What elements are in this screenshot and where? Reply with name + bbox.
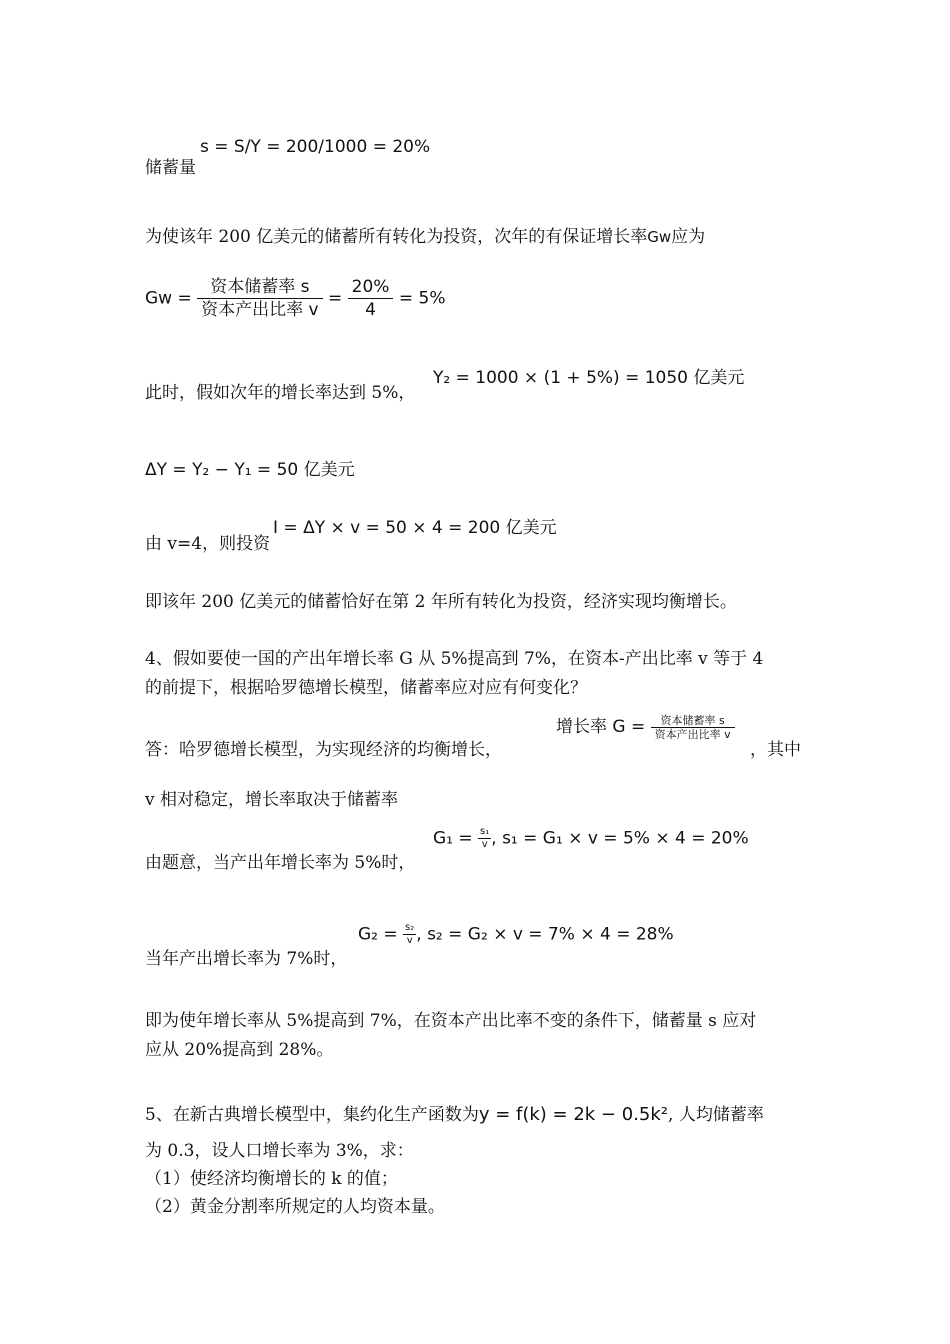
harrod-numerator: 资本储蓄率 s [651,714,735,728]
gw-symbol: Gw [647,228,672,246]
investment-text: 由 v=4，则投资 [145,534,271,554]
question-5-intro-tail: , 人均储蓄率 [668,1105,764,1125]
harrod-lhs: 增长率 G = [556,717,646,737]
g1-rest: , s₁ = G₁ × v = 5% × 4 = 20% [491,828,749,849]
gw-denominator-2: 4 [365,300,376,320]
delta-y-formula: ΔY = Y₂ − Y₁ = 50 亿美元 [145,460,355,480]
gw-equals: = [328,288,343,309]
g1-text: 由题意，当产出年增长率为 5%时， [145,853,416,873]
g2-rest: , s₂ = G₂ × v = 7% × 4 = 28% [416,924,674,945]
gw-formula [145,276,446,321]
gw-result: = 5% [398,288,446,309]
production-function: y = f(k) = 2k − 0.5k² [478,1104,669,1125]
g2-lhs: G₂ = [358,924,398,945]
savings-label: 储蓄量 [145,158,196,178]
answer-tail: ，其中 [750,740,801,760]
gw-denominator: 资本产出比率 v [201,300,319,320]
gw-numerator-2: 20% [348,276,394,299]
conclusion-line-2: 应从 20%提高到 28%。 [145,1040,334,1060]
harrod-fraction [651,714,735,741]
harrod-formula [556,712,735,741]
balanced-growth-conclusion: 即该年 200 亿美元的储蓄恰好在第 2 年所有转化为投资，经济实现均衡增长。 [145,592,737,612]
question-4-line-2: 的前提下，根据哈罗德增长模型，储蓄率应对应有何变化？ [145,678,587,698]
g1-numerator: s₁ [480,826,490,837]
question-5-line-2: 为 0.3，设人口增长率为 3%，求： [145,1141,414,1161]
gw-lhs: Gw = [145,288,192,309]
investment-formula: I = ΔY × v = 50 × 4 = 200 亿美元 [273,518,557,538]
gw-fraction [197,276,322,321]
g2-formula [358,922,674,947]
g1-formula [433,826,749,851]
harrod-denominator: 资本产出比率 v [654,727,731,741]
g2-numerator: s₂ [405,922,415,933]
question-5-line-1 [145,1101,764,1129]
paragraph-warranted-growth [145,223,705,251]
question-5-item-2: （2）黄金分割率所规定的人均资本量。 [145,1197,445,1217]
answer-line-2: v 相对稳定，增长率取决于储蓄率 [145,790,399,810]
conclusion-line-1: 即为使年增长率从 5%提高到 7%，在资本产出比率不变的条件下，储蓄量 s 应对 [145,1011,757,1031]
y2-formula: Y₂ = 1000 × (1 + 5%) = 1050 亿美元 [433,368,745,388]
growth-5pct-text: 此时，假如次年的增长率达到 5%， [145,383,416,403]
savings-rate-formula: s = S/Y = 200/1000 = 20% [200,137,431,157]
paragraph-text: 为使该年 200 亿美元的储蓄所有转化为投资，次年的有保证增长率 [145,227,648,247]
gw-fraction-2 [348,276,394,321]
g2-denominator: v [406,935,413,946]
question-5-intro: 5、在新古典增长模型中，集约化生产函数为 [145,1105,479,1125]
paragraph-tail: 应为 [671,227,706,247]
question-5-item-1: （1）使经济均衡增长的 k 的值； [145,1169,398,1189]
g2-text: 当年产出增长率为 7%时， [145,949,348,969]
answer-text: 答：哈罗德增长模型，为实现经济的均衡增长， [145,740,502,760]
g1-fraction [478,826,491,851]
g1-lhs: G₁ = [433,828,473,849]
question-4-line-1: 4、假如要使一国的产出年增长率 G 从 5%提高到 7%，在资本-产出比率 v 等于 4 [145,649,764,669]
g1-denominator: v [481,839,488,850]
gw-numerator: 资本储蓄率 s [197,276,322,299]
g2-fraction [403,922,416,947]
